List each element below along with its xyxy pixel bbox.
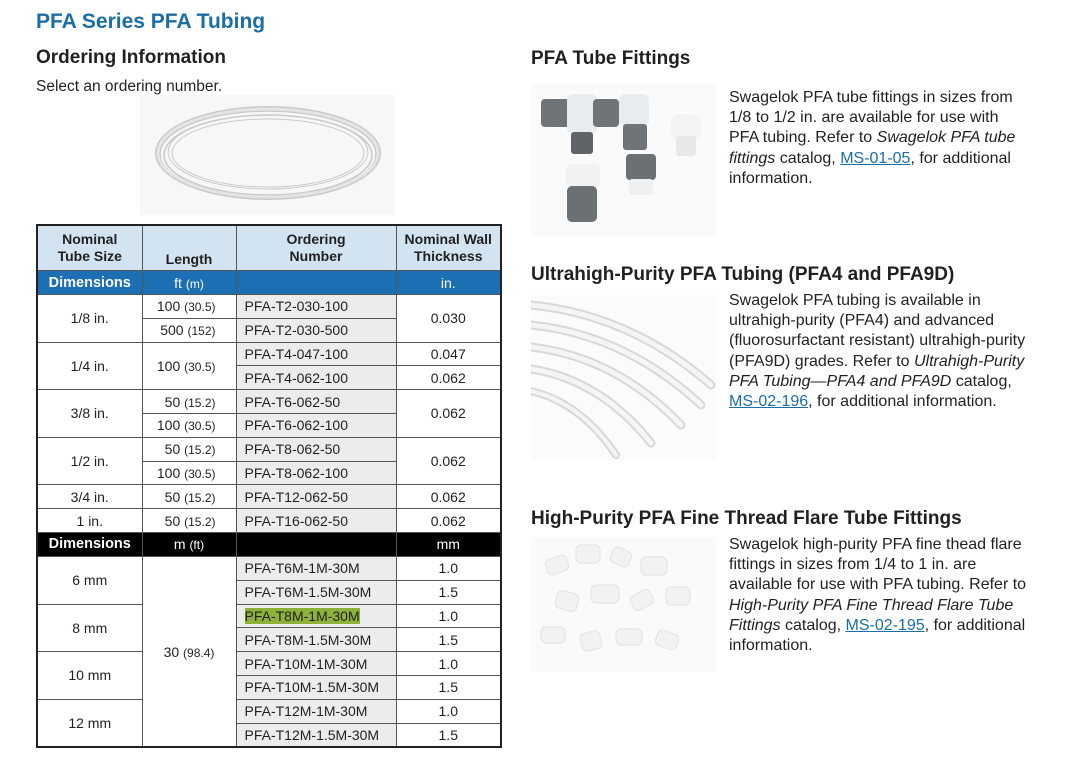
length-alt-value: (152) <box>187 324 216 339</box>
header-tube-size-line2: Tube Size <box>57 248 122 264</box>
length-unit-primary: ft <box>174 274 182 291</box>
fittings-text-3: , for additional information. <box>729 149 1011 187</box>
ordering-unit-blank <box>236 271 396 295</box>
flare-catalog-link[interactable]: MS-02-195 <box>845 616 925 634</box>
wall-cell: 0.062 <box>396 485 501 509</box>
flare-catalog-title: High-Purity PFA Fine Thread Flare Tube Fittings <box>729 596 1014 634</box>
ordering-number-cell[interactable]: PFA-T6-062-100 <box>236 413 396 437</box>
length-value: 50 <box>164 393 181 410</box>
header-ordering-line2: Number <box>289 248 343 264</box>
length-cell <box>142 342 236 390</box>
length-unit <box>142 271 236 295</box>
wall-cell: 0.030 <box>396 295 501 343</box>
document-title: PFA Series PFA Tubing <box>36 10 266 33</box>
table-row <box>37 509 501 533</box>
dimensions-label: Dimensions <box>37 271 142 295</box>
ordering-number-cell[interactable]: PFA-T8-062-100 <box>236 461 396 485</box>
size-cell: 1/8 in. <box>37 295 142 343</box>
wall-cell: 1.5 <box>396 628 501 652</box>
wall-cell: 1.5 <box>396 675 501 699</box>
size-cell: 6 mm <box>37 556 142 604</box>
ordering-number-cell[interactable]: PFA-T16-062-50 <box>236 509 396 533</box>
length-unit-alt: (ft) <box>189 538 205 553</box>
ordering-number-cell[interactable]: PFA-T4-062-100 <box>236 366 396 390</box>
header-length <box>142 225 236 271</box>
table-row <box>37 437 501 461</box>
length-unit-primary: m <box>173 536 186 553</box>
wall-cell: 1.0 <box>396 699 501 723</box>
length-alt-value: (98.4) <box>183 645 215 660</box>
fittings-heading: PFA Tube Fittings <box>531 48 691 69</box>
length-value: 30 <box>163 643 180 660</box>
length-alt-value: (30.5) <box>184 359 216 374</box>
length-value: 500 <box>160 322 184 339</box>
length-alt-value: (15.2) <box>184 514 216 529</box>
table-row <box>37 652 501 676</box>
length-cell <box>142 461 236 485</box>
length-value: 100 <box>156 417 181 434</box>
table-row <box>37 295 501 319</box>
highlighted-ordering-number[interactable]: PFA-T8M-1M-30M <box>244 607 360 624</box>
wall-cell: 0.062 <box>396 509 501 533</box>
length-value: 50 <box>164 512 181 529</box>
uhp-text-1: Swagelok PFA tubing is available in ultrahigh-purity (PFA4) and advanced (fluorosurfactant resistant) ultrahigh-purity (PFA9D) grades. Refer to <box>729 292 1026 370</box>
length-alt-value: (30.5) <box>184 300 216 315</box>
header-wall-line1: Nominal Wall <box>404 231 492 247</box>
wall-cell: 0.047 <box>396 342 501 366</box>
ordering-number-cell[interactable]: PFA-T12M-1M-30M <box>236 699 396 723</box>
table-row <box>37 604 501 628</box>
uhp-catalog-title: Ultrahigh-Purity PFA Tubing—PFA4 and PFA9D <box>729 352 1025 390</box>
wall-cell: 1.0 <box>396 652 501 676</box>
fittings-image <box>531 84 716 236</box>
wall-cell: 1.0 <box>396 604 501 628</box>
ordering-number-cell[interactable]: PFA-T8M-1.5M-30M <box>236 628 396 652</box>
table-row <box>37 342 501 366</box>
length-value: 50 <box>164 441 181 458</box>
flare-text-3: , for additional information. <box>729 616 1026 655</box>
header-length-label: Length <box>165 251 213 267</box>
ordering-number-cell[interactable]: PFA-T12M-1.5M-30M <box>236 723 396 747</box>
ordering-instruction: Select an ordering number. <box>36 78 223 95</box>
fittings-catalog-title: Swagelok PFA tube fittings <box>729 129 1016 167</box>
tubing-coil-image <box>140 95 395 215</box>
table-header-row <box>37 225 501 271</box>
ordering-number-cell[interactable]: PFA-T6M-1M-30M <box>236 556 396 580</box>
wall-cell: 0.062 <box>396 390 501 438</box>
ordering-number-cell-highlighted[interactable] <box>236 604 396 628</box>
uhp-catalog-link[interactable]: MS-02-196 <box>729 393 809 411</box>
ordering-number-cell[interactable]: PFA-T8-062-50 <box>236 437 396 461</box>
uhp-tubing-image <box>531 295 716 460</box>
table-row <box>37 390 501 414</box>
wall-cell: 1.0 <box>396 556 501 580</box>
wall-cell: 0.062 <box>396 437 501 485</box>
length-unit <box>142 532 236 556</box>
flare-fittings-image <box>531 537 716 672</box>
flare-text-2: catalog, <box>780 616 846 634</box>
length-alt-value: (15.2) <box>184 443 216 458</box>
table-row <box>37 699 501 723</box>
ordering-number-cell[interactable]: PFA-T2-030-500 <box>236 318 396 342</box>
uhp-text-2: catalog, <box>951 372 1012 390</box>
inch-dimensions-row <box>37 271 501 295</box>
wall-cell: 0.062 <box>396 366 501 390</box>
length-alt-value: (15.2) <box>184 395 216 410</box>
length-cell <box>142 556 236 747</box>
header-ordering-number <box>236 225 396 271</box>
size-cell: 12 mm <box>37 699 142 747</box>
size-cell: 1 in. <box>37 509 142 533</box>
length-value: 100 <box>156 464 181 481</box>
fittings-text-2: catalog, <box>775 149 841 167</box>
fittings-description <box>729 88 1029 189</box>
length-cell <box>142 509 236 533</box>
header-tube-size-line1: Nominal <box>62 231 118 247</box>
table-row <box>37 485 501 509</box>
flare-fittings-heading: High-Purity PFA Fine Thread Flare Tube Fittings <box>531 508 962 529</box>
ordering-number-cell[interactable]: PFA-T10M-1.5M-30M <box>236 675 396 699</box>
mm-dimensions-row <box>37 532 501 556</box>
header-tube-size <box>37 225 142 271</box>
ordering-table <box>36 224 502 748</box>
ordering-number-cell[interactable]: PFA-T6M-1.5M-30M <box>236 580 396 604</box>
size-cell: 1/2 in. <box>37 437 142 485</box>
length-cell <box>142 485 236 509</box>
wall-cell: 1.5 <box>396 723 501 747</box>
flare-text-1: Swagelok high-purity PFA fine thead flare fittings in sizes from 1/4 to 1 in. are available for use with PFA tubing. Refer to <box>729 536 1027 594</box>
length-alt-value: (30.5) <box>184 466 216 481</box>
size-cell: 3/8 in. <box>37 390 142 438</box>
ordering-number-cell[interactable]: PFA-T6-062-50 <box>236 390 396 414</box>
fittings-catalog-link[interactable]: MS-01-05 <box>840 149 911 167</box>
length-value: 50 <box>164 488 181 505</box>
size-cell: 10 mm <box>37 652 142 700</box>
length-cell <box>142 295 236 319</box>
flare-fittings-description <box>729 535 1029 656</box>
length-cell <box>142 318 236 342</box>
size-cell: 8 mm <box>37 604 142 652</box>
ordering-heading: Ordering Information <box>36 47 226 68</box>
fittings-text-1: Swagelok PFA tube fittings in sizes from 1/8 to 1/2 in. are available for use with PFA tubing. Refer to <box>729 89 1013 147</box>
dimensions-label: Dimensions <box>37 532 142 556</box>
wall-cell: 1.5 <box>396 580 501 604</box>
wall-unit: mm <box>396 532 501 556</box>
size-cell: 1/4 in. <box>37 342 142 390</box>
ordering-number-cell[interactable]: PFA-T4-047-100 <box>236 342 396 366</box>
ordering-number-cell[interactable]: PFA-T10M-1M-30M <box>236 652 396 676</box>
length-unit-alt: (m) <box>185 276 204 291</box>
ordering-unit-blank <box>236 532 396 556</box>
ordering-number-cell[interactable]: PFA-T2-030-100 <box>236 295 396 319</box>
ordering-number-cell[interactable]: PFA-T12-062-50 <box>236 485 396 509</box>
header-wall-line2: Thickness <box>414 248 483 264</box>
length-alt-value: (15.2) <box>184 490 216 505</box>
uhp-heading: Ultrahigh-Purity PFA Tubing (PFA4 and PFA9D) <box>531 264 955 285</box>
table-row <box>37 556 501 580</box>
length-alt-value: (30.5) <box>184 419 216 434</box>
header-ordering-line1: Ordering <box>286 231 346 247</box>
wall-unit: in. <box>396 271 501 295</box>
length-value: 100 <box>156 357 181 374</box>
length-cell <box>142 413 236 437</box>
size-cell: 3/4 in. <box>37 485 142 509</box>
uhp-description <box>729 291 1029 412</box>
length-value: 100 <box>156 298 181 315</box>
length-cell <box>142 437 236 461</box>
uhp-text-3: , for additional information. <box>808 393 997 411</box>
header-wall-thickness <box>396 225 501 271</box>
length-cell <box>142 390 236 414</box>
